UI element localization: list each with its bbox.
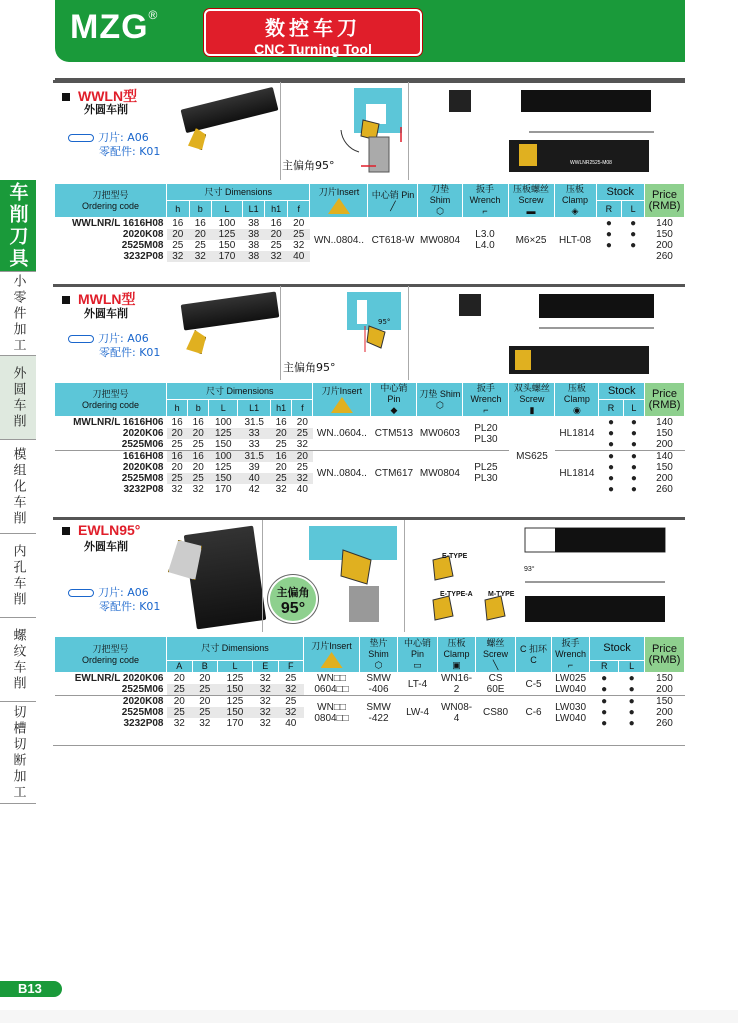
title-en: CNC Turning Tool — [254, 41, 372, 57]
dim-drawing — [408, 82, 685, 180]
insert-icon — [321, 652, 343, 668]
table-ewln: 刀把型号 Ordering code 尺寸 Dimensions 刀片Insert 垫片 Shim ⬡ 中心销 Pin ▭ 压板Clamp ▣ 螺丝 Screw ╲ C 扣环 C 扳手Wrench ⌐ Stock Price (RMB) A B L E F R L EWLNR/L 2020K06 20 20 125 32 25 WN□□ 0604□□ SMW -406 LT-4 WN16-2 CS 60E C-5 LW025 LW040 ● ● 150 2525M06 25 25 150 32 32 ● ● 200 2020K08 20 20 125 32 25 WN□□ 0804□□ SMW -422 LW-4 WN08-4 CS80 C-6 LW030 LW040 ● ● 150 2525M08 25 25 150 32 32 ● ● 200 3232P08 32 32 170 32 40 ● ● 260 — [54, 636, 685, 729]
table-row: 2020K08 20 20 125 32 25 WN□□ 0804□□ SMW -422 LW-4 WN08-4 CS80 C-6 LW030 LW040 ● ● 150 — [55, 696, 685, 708]
holder-label: WWLNR2525-M08 — [570, 160, 612, 166]
shim-icon: ⬡ — [435, 399, 444, 410]
sidebar-item-threading[interactable]: 螺纹车削 — [0, 618, 36, 702]
table-row: 2525M08 25 25 150 38 25 32 ● ● 200 — [121, 240, 673, 251]
holder-drawing — [409, 286, 686, 380]
parts-info: 刀片: A06 零配件: K01 — [68, 332, 160, 360]
table-row: 2525M08 25 25 150 32 32 ● ● 200 — [121, 707, 673, 718]
table-row: 2525M06 25 25 150 33 25 32 ● ● 200 — [121, 439, 673, 450]
sidebar-item-small-parts[interactable]: 小零件加工 — [0, 272, 36, 356]
insert-photo — [184, 330, 206, 354]
pointer-hand-icon — [68, 589, 94, 597]
clamp-icon: ◈ — [571, 206, 579, 216]
table-row: 2525M06 25 25 150 32 32 ● ● 200 — [121, 684, 673, 695]
page-number: B13 — [0, 981, 62, 997]
table-wwln: 刀把型号 Ordering code 尺寸 Dimensions 刀片Insert 中心销 Pin ╱ 刀垫 Shim ⬡ 扳手Wrench ⌐ 压板螺丝 Screw ▬ 压板Clamp ◈ Stock Price (RMB) h b L L1 h1 f R L WWLNR/L 1616H08 16 16 100 38 16 20 WN..0804.. CT618-W MW0804 L3.0 L4.0 M6×25 HLT-08 ● ● 140 2020K08 20 20 125 38 20 25 ● ● 150 2525M08 25 25 150 38 25 32 ● ● 200 3232P08 32 32 170 38 32 40 260 — [54, 183, 685, 262]
sidebar-item-boring[interactable]: 内孔车削 — [0, 534, 36, 618]
etype-label: E-TYPE — [442, 553, 468, 560]
holder-photo — [181, 291, 280, 330]
section-subtitle: 外圆车削 — [84, 103, 128, 116]
holder-photo — [181, 87, 279, 133]
table-row: 3232P08 32 32 170 38 32 40 260 — [123, 251, 673, 262]
pin-icon: ╱ — [390, 200, 396, 211]
section-title-wwln: WWLN型 — [62, 86, 137, 106]
holder-drawing — [405, 520, 686, 632]
sidebar-nav — [0, 180, 36, 804]
title-cn: 数控车刀 — [265, 16, 361, 40]
section-divider — [53, 745, 685, 746]
holder-photo — [184, 526, 267, 630]
holder-drawing — [409, 82, 686, 180]
insert-icon — [328, 198, 350, 214]
shim-icon: ⬡ — [436, 206, 444, 216]
table-row: 2020K06 20 20 125 33 20 25 ● ● 150 — [122, 428, 673, 439]
dim-drawing — [408, 286, 685, 380]
table-row: 2020K08 20 20 125 39 20 25 ● ● 150 — [122, 462, 673, 473]
section-title-ewln: EWLN95° — [62, 522, 140, 538]
mtype-label: M-TYPE — [488, 591, 515, 598]
section-subtitle: 外圆车削 — [84, 540, 128, 553]
dim-drawing — [404, 520, 685, 632]
table-row: 2020K08 20 20 125 38 20 25 ● ● 150 — [122, 229, 673, 240]
clamp-icon: ▣ — [452, 660, 461, 670]
parts-info: 刀片: A06 零配件: K01 — [68, 586, 160, 614]
angle-small-label: 95° — [378, 318, 391, 326]
table-row: EWLNR/L 2020K06 20 20 125 32 25 WN□□ 0604□□ SMW -406 LT-4 WN16-2 CS 60E C-5 LW025 LW040 ● ● 150 — [74, 673, 673, 695]
shim-icon: ⬡ — [374, 660, 383, 670]
footer-strip — [0, 1010, 738, 1023]
table-row: 2525M08 25 25 150 40 25 32 ● ● 200 — [121, 473, 673, 484]
wrench-icon: ⌐ — [482, 206, 488, 216]
angle-label: 主偏角95° — [282, 159, 335, 172]
table-row: 3232P08 32 32 170 42 32 40 ● ● 260 — [123, 484, 673, 495]
section-title-mwln: MWLN型 — [62, 289, 136, 309]
sidebar-item-modular[interactable]: 模组化车削 — [0, 440, 36, 534]
sidebar-item-grooving[interactable]: 切槽切断加工 — [0, 702, 36, 804]
pointer-hand-icon — [68, 134, 94, 142]
screw-icon: ▬ — [526, 206, 536, 216]
table-row: 3232P08 32 32 170 32 40 ● ● 260 — [123, 718, 673, 729]
angle-label: 主偏角95° — [283, 361, 336, 374]
parts-info: 刀片: A06 零配件: K01 — [68, 131, 160, 159]
clamp-icon: ◉ — [572, 405, 581, 415]
table-row: WWLNR/L 1616H08 16 16 100 38 16 20 WN..0804.. CT618-W MW0804 L3.0 L4.0 M6×25 HLT-08 ● ● 140 — [71, 218, 673, 251]
angle93-label: 93° — [524, 566, 535, 573]
pin-icon: ▭ — [413, 660, 422, 670]
screw-icon: ▮ — [529, 405, 535, 415]
wrench-icon: ⌐ — [567, 660, 574, 670]
screw-icon: ╲ — [492, 660, 499, 670]
title-box — [204, 9, 422, 56]
sidebar-item-turning-tools[interactable]: 车削刀具 — [0, 180, 36, 272]
table-mwln: 刀把型号 Ordering code 尺寸 Dimensions 刀片Insert 中心销 Pin ◆ 刀垫 Shim ⬡ 扳手Wrench ⌐ 双头螺丝 Screw ▮ 压板Clamp ◉ Stock Price (RMB) h b L L1 h1 f R L MWLNR/L 1616H06 16 16 100 31.5 16 20 WN..0604.. CTM513 MW0603 PL20 PL30 MS625 HL1814 ● ● 140 2020K06 20 20 125 33 20 25 ● ● 150 2525M06 25 25 150 33 25 32 ● ● 200 1616H08 16 16 100 31.5 16 20 WN..0804.. CTM617 MW0804 PL25 PL30 HL1814 ● ● 140 2020K08 20 20 125 39 20 25 ● ● 150 2525M08 25 25 150 40 25 32 ● ● 200 3232P08 32 32 170 42 32 40 ● ● 260 — [54, 382, 685, 495]
sidebar-item-external[interactable]: 外圆车削 — [0, 356, 36, 440]
c-ring-icon: C — [530, 654, 537, 665]
wrench-icon: ⌐ — [483, 405, 489, 415]
table-row: 1616H08 16 16 100 31.5 16 20 WN..0804.. CTM617 MW0804 PL25 PL30 HL1814 ● ● 140 — [55, 451, 685, 463]
table-row: MWLNR/L 1616H06 16 16 100 31.5 16 20 WN..0604.. CTM513 MW0603 PL20 PL30 MS625 HL1814 ● ● 140 — [73, 417, 673, 462]
pin-icon: ◆ — [390, 405, 398, 415]
section-subtitle: 外圆车削 — [84, 307, 128, 320]
etype-a-label: E-TYPE-A — [440, 591, 473, 598]
brand-logo: MZG® — [70, 8, 159, 46]
pointer-hand-icon — [68, 335, 94, 343]
angle-badge: 主偏角 95° — [268, 575, 318, 623]
insert-icon — [331, 397, 353, 413]
